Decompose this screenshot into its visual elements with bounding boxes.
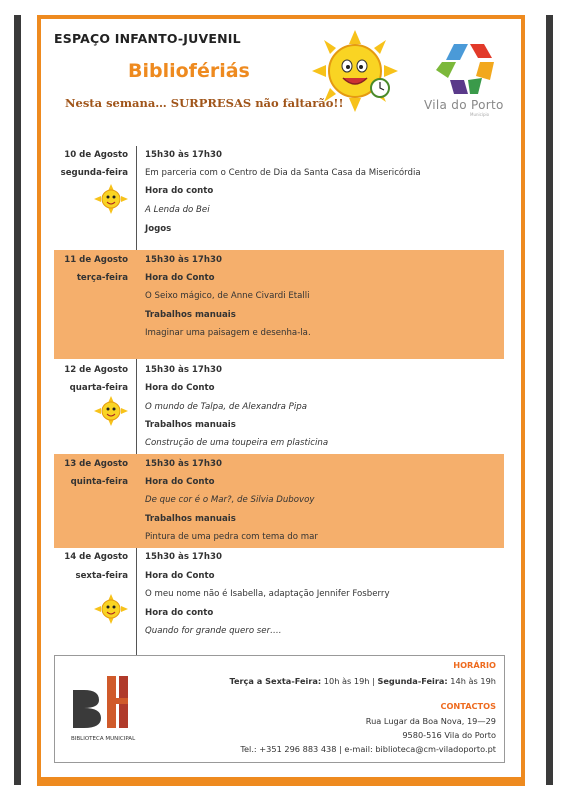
schedule-row: [54, 359, 504, 454]
schedule-row: [54, 548, 504, 656]
contact-info: Tel.: +351 296 883 438 | e-mail: biblioteca@cm-viladoporto.pt: [240, 744, 496, 754]
schedule-date: 13 de Agosto: [64, 459, 128, 469]
sun-icon: [94, 396, 128, 426]
schedule-time: 15h30 às 17h30: [145, 150, 222, 160]
schedule-line: Trabalhos manuais: [145, 514, 236, 524]
schedule-day: quinta-feira: [70, 477, 128, 487]
schedule-hours-heading: HORÁRIO: [453, 660, 496, 670]
schedule-time: 15h30 às 17h30: [145, 552, 222, 562]
schedule-line: Quando for grande quero ser….: [145, 626, 282, 636]
frame-bottom-border: [37, 777, 525, 785]
schedule-line: Hora do Conto: [145, 383, 215, 393]
schedule-day: segunda-feira: [60, 168, 128, 178]
logo-subtext: Município: [470, 112, 490, 117]
sun-mascot-icon: [312, 30, 398, 112]
schedule-line: Hora do conto: [145, 608, 214, 618]
schedule-line: De que cor é o Mar?, de Silvia Dubovoy: [145, 495, 315, 505]
logo-text: Vila do Porto: [424, 98, 504, 112]
address-line: 9580-516 Vila do Porto: [402, 730, 496, 740]
schedule-line: Hora do Conto: [145, 273, 215, 283]
page-title: Bibliofériás: [128, 60, 250, 82]
contacts-heading: CONTACTOS: [440, 701, 496, 711]
week-note: Nesta semana… SURPRESAS não faltarão!!: [65, 96, 344, 110]
schedule-day: terça-feira: [76, 273, 128, 283]
schedule-row: [54, 454, 504, 548]
schedule-date: 12 de Agosto: [64, 365, 128, 375]
schedule-line: Trabalhos manuais: [145, 310, 236, 320]
schedule-line: Jogos: [145, 224, 172, 234]
section-title: ESPAÇO INFANTO-JUVENIL: [54, 31, 241, 46]
schedule-line: Imaginar uma paisagem e desenha-la.: [145, 328, 311, 338]
library-logo-icon: [71, 674, 131, 730]
schedule-day: sexta-feira: [75, 571, 128, 581]
hours-label: Segunda-Feira:: [377, 676, 448, 686]
schedule-line: O mundo de Talpa, de Alexandra Pipa: [145, 402, 307, 412]
schedule-line: Pintura de uma pedra com tema do mar: [145, 532, 318, 542]
schedule-line: Hora do conto: [145, 186, 214, 196]
schedule-line: O meu nome não é Isabella, adaptação Jennifer Fosberry: [145, 589, 390, 599]
hours-value: 10h às 19h |: [321, 676, 378, 686]
schedule-time: 15h30 às 17h30: [145, 365, 222, 375]
sun-icon: [94, 184, 128, 214]
schedule-line: Em parceria com o Centro de Dia da Santa Casa da Misericórdia: [145, 168, 421, 178]
schedule-line: O Seixo mágico, de Anne Civardi Etalli: [145, 291, 310, 301]
hours-label: Terça a Sexta-Feira:: [229, 676, 322, 686]
schedule-row: [54, 250, 504, 359]
hours-value: 14h às 19h: [447, 676, 496, 686]
schedule-date: 14 de Agosto: [64, 552, 128, 562]
schedule-row: [54, 146, 504, 250]
schedule-line: Construção de uma toupeira em plasticina: [145, 438, 329, 448]
schedule-time: 15h30 às 17h30: [145, 255, 222, 265]
left-decorative-bar: [14, 15, 21, 785]
schedule-line: Hora do Conto: [145, 571, 215, 581]
footer-box: [54, 655, 505, 763]
right-decorative-bar: [546, 15, 553, 785]
vila-do-porto-logo-icon: [434, 40, 498, 96]
schedule-line: A Lenda do Bei: [145, 205, 210, 215]
schedule-date: 11 de Agosto: [64, 255, 128, 265]
schedule-day: quarta-feira: [69, 383, 128, 393]
schedule-line: Hora do Conto: [145, 477, 215, 487]
schedule-date: 10 de Agosto: [64, 150, 128, 160]
library-logo-text: BIBLIOTECA MUNICIPAL: [71, 736, 136, 742]
address-line: Rua Lugar da Boa Nova, 19—29: [365, 716, 496, 726]
schedule-time: 15h30 às 17h30: [145, 459, 222, 469]
sun-icon: [94, 594, 128, 624]
opening-hours: [229, 676, 496, 686]
schedule-line: Trabalhos manuais: [145, 420, 236, 430]
